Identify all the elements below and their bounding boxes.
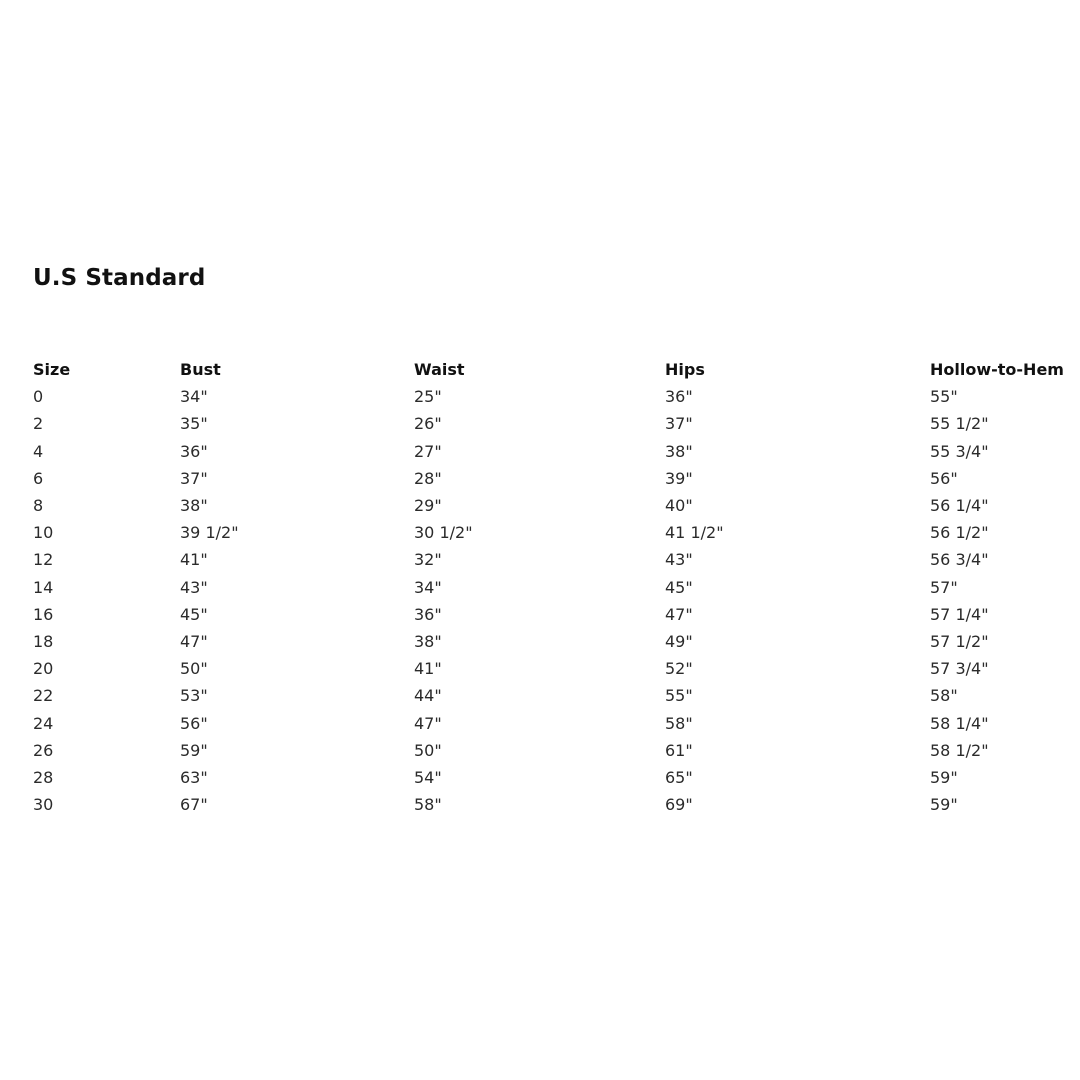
cell-bust: 67" (180, 795, 208, 815)
cell-hips: 38" (665, 441, 693, 461)
table-row (33, 546, 1073, 573)
cell-waist: 32" (414, 550, 442, 570)
cell-waist: 58" (414, 795, 442, 815)
table-row (33, 791, 1073, 818)
cell-size: 28 (33, 768, 54, 788)
cell-hips: 47" (665, 604, 693, 624)
cell-hips: 43" (665, 550, 693, 570)
cell-hips: 41 1/2" (665, 523, 724, 543)
cell-waist: 34" (414, 577, 442, 597)
header-size: Size (33, 360, 71, 379)
cell-bust: 34" (180, 387, 208, 407)
table-row (33, 737, 1073, 764)
cell-hollow-to-hem: 56 1/2" (930, 523, 989, 543)
table-row (33, 628, 1073, 655)
cell-hips: 45" (665, 577, 693, 597)
cell-size: 18 (33, 632, 54, 652)
cell-hips: 52" (665, 659, 693, 679)
cell-size: 20 (33, 659, 54, 679)
table-row (33, 764, 1073, 791)
cell-bust: 43" (180, 577, 208, 597)
cell-hollow-to-hem: 57 1/4" (930, 604, 989, 624)
cell-bust: 37" (180, 468, 208, 488)
cell-hips: 40" (665, 496, 693, 516)
cell-bust: 41" (180, 550, 208, 570)
cell-hollow-to-hem: 57 1/2" (930, 632, 989, 652)
table-row (33, 438, 1073, 465)
cell-bust: 45" (180, 604, 208, 624)
size-chart-table (33, 356, 1073, 818)
cell-hips: 49" (665, 632, 693, 652)
cell-hips: 37" (665, 414, 693, 434)
cell-hollow-to-hem: 56" (930, 468, 958, 488)
cell-waist: 25" (414, 387, 442, 407)
cell-size: 14 (33, 577, 54, 597)
cell-hollow-to-hem: 56 3/4" (930, 550, 989, 570)
table-row (33, 710, 1073, 737)
cell-waist: 29" (414, 496, 442, 516)
cell-size: 12 (33, 550, 54, 570)
table-row (33, 492, 1073, 519)
page-title: U.S Standard (33, 265, 206, 291)
table-row (33, 465, 1073, 492)
table-row (33, 601, 1073, 628)
header-waist: Waist (414, 360, 465, 379)
table-row (33, 519, 1073, 546)
cell-bust: 36" (180, 441, 208, 461)
cell-hips: 58" (665, 713, 693, 733)
cell-bust: 53" (180, 686, 208, 706)
cell-size: 10 (33, 523, 54, 543)
cell-bust: 47" (180, 632, 208, 652)
table-row (33, 410, 1073, 437)
cell-hollow-to-hem: 59" (930, 795, 958, 815)
cell-waist: 28" (414, 468, 442, 488)
cell-hollow-to-hem: 57 3/4" (930, 659, 989, 679)
cell-hips: 69" (665, 795, 693, 815)
cell-bust: 50" (180, 659, 208, 679)
cell-hips: 61" (665, 740, 693, 760)
header-row (33, 356, 1073, 383)
header-hollow-to-hem: Hollow-to-Hem (930, 360, 1064, 379)
cell-size: 24 (33, 713, 54, 733)
table-row (33, 655, 1073, 682)
table-header (33, 356, 1073, 383)
cell-hollow-to-hem: 58" (930, 686, 958, 706)
cell-hollow-to-hem: 55" (930, 387, 958, 407)
cell-waist: 27" (414, 441, 442, 461)
cell-hips: 65" (665, 768, 693, 788)
cell-bust: 63" (180, 768, 208, 788)
cell-size: 2 (33, 414, 44, 434)
cell-bust: 39 1/2" (180, 523, 239, 543)
cell-hollow-to-hem: 58 1/2" (930, 740, 989, 760)
cell-size: 30 (33, 795, 54, 815)
header-bust: Bust (180, 360, 221, 379)
table-row (33, 682, 1073, 709)
cell-hollow-to-hem: 58 1/4" (930, 713, 989, 733)
cell-bust: 38" (180, 496, 208, 516)
cell-size: 16 (33, 604, 54, 624)
table-row (33, 574, 1073, 601)
cell-size: 8 (33, 496, 44, 516)
cell-waist: 41" (414, 659, 442, 679)
cell-bust: 59" (180, 740, 208, 760)
cell-hips: 55" (665, 686, 693, 706)
cell-size: 22 (33, 686, 54, 706)
table-row (33, 383, 1073, 410)
cell-hollow-to-hem: 55 3/4" (930, 441, 989, 461)
cell-hollow-to-hem: 55 1/2" (930, 414, 989, 434)
cell-hollow-to-hem: 59" (930, 768, 958, 788)
cell-waist: 30 1/2" (414, 523, 473, 543)
cell-size: 4 (33, 441, 44, 461)
header-hips: Hips (665, 360, 705, 379)
cell-bust: 56" (180, 713, 208, 733)
cell-waist: 38" (414, 632, 442, 652)
cell-waist: 47" (414, 713, 442, 733)
cell-waist: 36" (414, 604, 442, 624)
cell-waist: 44" (414, 686, 442, 706)
cell-hips: 39" (665, 468, 693, 488)
table-body (33, 383, 1073, 818)
cell-size: 0 (33, 387, 44, 407)
cell-bust: 35" (180, 414, 208, 434)
cell-waist: 54" (414, 768, 442, 788)
cell-size: 6 (33, 468, 44, 488)
cell-hips: 36" (665, 387, 693, 407)
cell-hollow-to-hem: 57" (930, 577, 958, 597)
cell-waist: 26" (414, 414, 442, 434)
cell-hollow-to-hem: 56 1/4" (930, 496, 989, 516)
cell-size: 26 (33, 740, 54, 760)
cell-waist: 50" (414, 740, 442, 760)
